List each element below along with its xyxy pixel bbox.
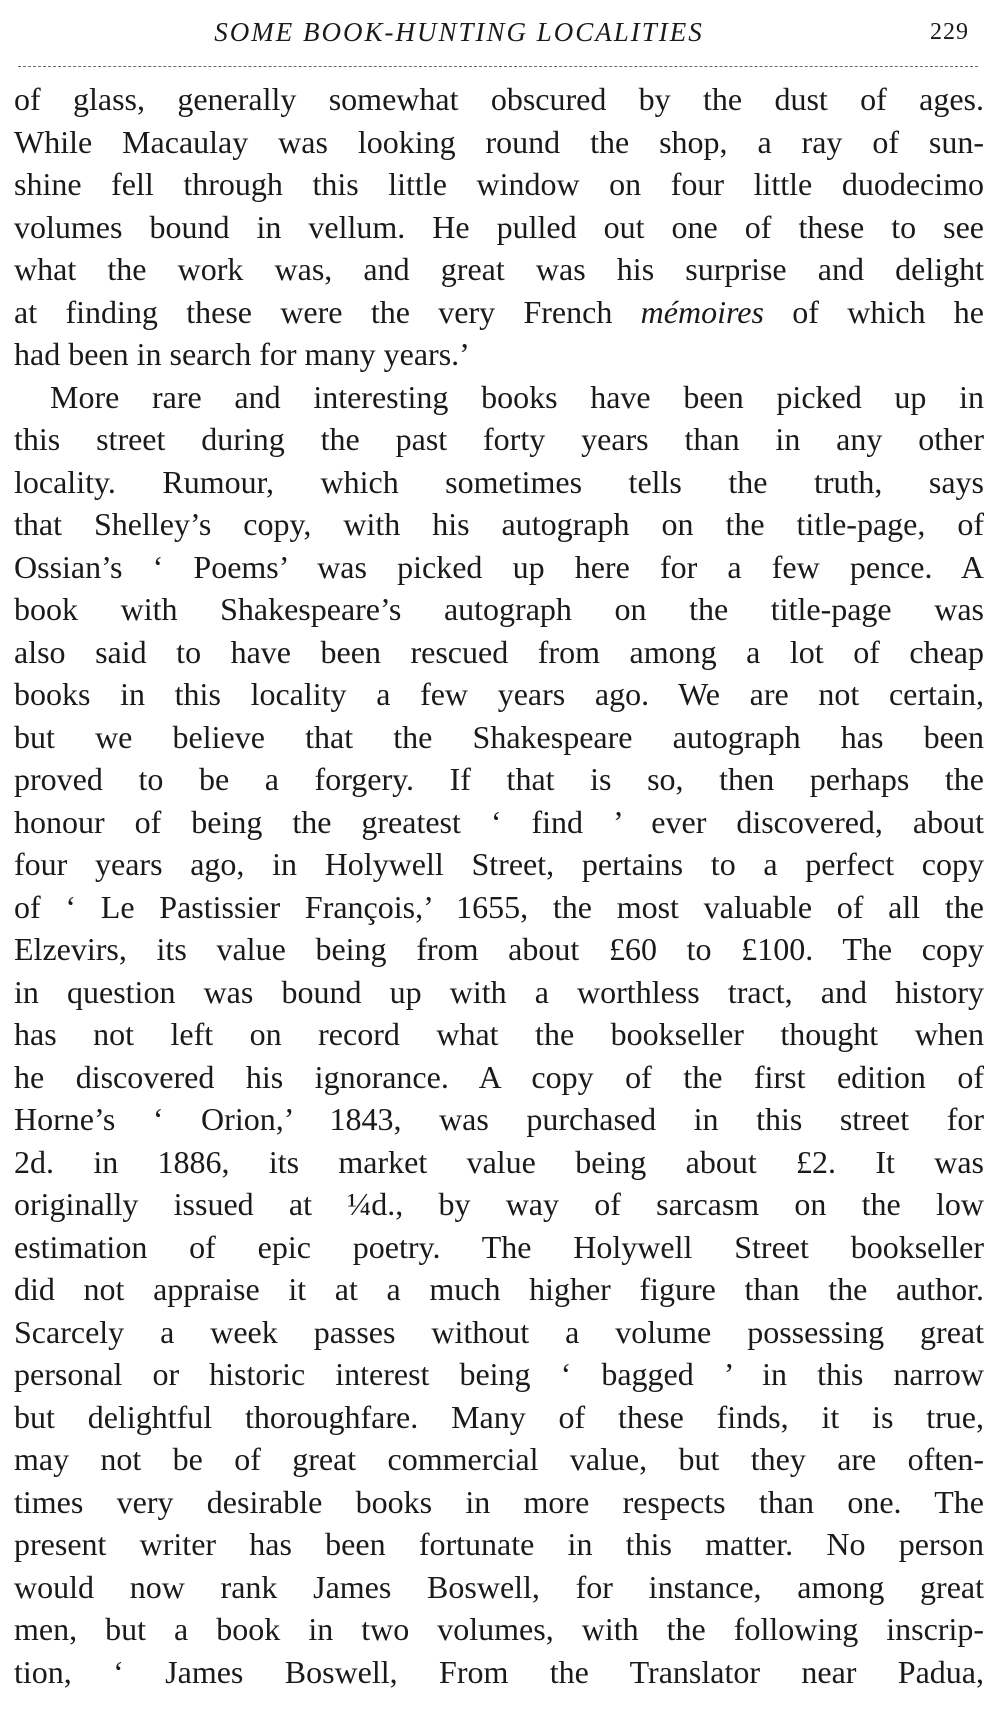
text-line: volumes bound in vellum. He pulled out one of these to see [14, 208, 984, 245]
text-line: has not left on record what the bookseller thought when [14, 1016, 984, 1052]
text-line: of ‘ Le Pastissier François,’ 1655, the most valuable of all the [14, 888, 984, 925]
text-line: tion, ‘ James Boswell, From the Translator near Padua, [14, 1653, 984, 1690]
text-line: While Macaulay was looking round the shop, a ray of sun- [14, 123, 984, 160]
running-head [0, 14, 1000, 54]
text-line: that Shelley’s copy, with his autograph on the title-page, of [14, 506, 984, 542]
text-line: Elzevirs, its value being from about £60 to £100. The copy [14, 931, 984, 967]
text-line: also said to have been rescued from among a lot of cheap [14, 633, 984, 670]
text-line: did not appraise it at a much higher figure than the author. [14, 1271, 984, 1307]
text-line: book with Shakespeare’s autograph on the title-page was [14, 591, 984, 627]
italic-word: mémoires [640, 293, 764, 330]
text-line: estimation of epic poetry. The Holywell Street bookseller [14, 1228, 984, 1265]
text-line: of glass, generally somewhat obscured by the dust of ages. [14, 81, 984, 117]
text-line: 2d. in 1886, its market value being about £2. It was [14, 1143, 984, 1180]
text-line: present writer has been fortunate in this matter. No person [14, 1526, 984, 1562]
text-line: locality. Rumour, which sometimes tells the truth, says [14, 463, 984, 500]
text-line: Ossian’s ‘ Poems’ was picked up here for a few pence. A [14, 548, 984, 585]
text-line: men, but a book in two volumes, with the following inscrip- [14, 1611, 984, 1647]
text-line: honour of being the greatest ‘ find ’ ever discovered, about [14, 803, 984, 840]
text-line: what the work was, and great was his surprise and delight [14, 251, 984, 287]
text-line: this street during the past forty years than in any other [14, 421, 984, 457]
text-line: but we believe that the Shakespeare autograph has been [14, 718, 984, 755]
text-line: but delightful thoroughfare. Many of these finds, it is true, [14, 1398, 984, 1435]
running-title: SOME BOOK-HUNTING LOCALITIES [214, 17, 704, 47]
header-rule [18, 66, 978, 67]
text-line: Scarcely a week passes without a volume possessing great [14, 1313, 984, 1350]
text-line-paragraph-end: had been in search for many years.’ [14, 336, 470, 372]
text-line: originally issued at ¼d., by way of sarcasm on the low [14, 1186, 984, 1222]
text-line: at finding these were the very French mémoires of which he [14, 293, 984, 330]
body-text [14, 78, 984, 1693]
page-number: 229 [930, 19, 969, 45]
text-line: personal or historic interest being ‘ bagged ’ in this narrow [14, 1356, 984, 1392]
text-line: Horne’s ‘ Orion,’ 1843, was purchased in this street for [14, 1101, 984, 1137]
text-line: proved to be a forgery. If that is so, then perhaps the [14, 761, 984, 797]
text-line: would now rank James Boswell, for instance, among great [14, 1568, 984, 1605]
text-line: he discovered his ignorance. A copy of the first edition of [14, 1058, 984, 1095]
text-line: books in this locality a few years ago. We are not certain, [14, 676, 984, 712]
text-line: four years ago, in Holywell Street, pertains to a perfect copy [14, 846, 984, 882]
text-line: shine fell through this little window on four little duodecimo [14, 166, 984, 202]
text-line: in question was bound up with a worthless tract, and history [14, 973, 984, 1010]
text-line-paragraph-start: More rare and interesting books have been picked up in [50, 378, 984, 415]
text-line: may not be of great commercial value, but they are often- [14, 1441, 984, 1477]
text-line: times very desirable books in more respects than one. The [14, 1483, 984, 1520]
